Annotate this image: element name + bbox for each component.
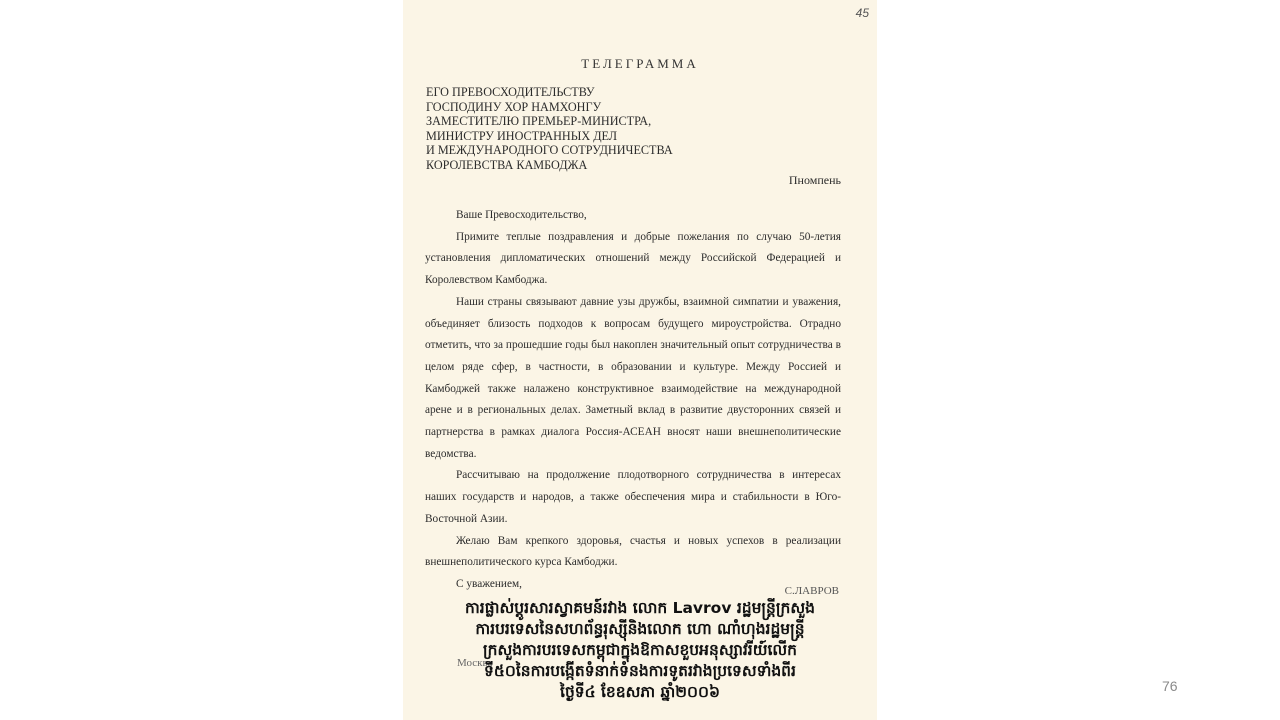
document-title: ТЕЛЕГРАММА [581, 56, 699, 71]
khmer-caption [400, 598, 880, 703]
closing: С уважением, [456, 577, 522, 590]
signature: С.ЛАВРОВ [784, 585, 839, 597]
addressee-line: КОРОЛЕВСТВА КАМБОДЖА [426, 157, 588, 172]
caption-line: ការបរទេសនៃសហព័ន្ធរុស្ស៊ីនិងលោក ហោ ណាំហុងរដ្ឋមន្ត្រី [475, 620, 805, 638]
addressee-line: И МЕЖДУНАРОДНОГО СОТРУДНИЧЕСТВА [426, 143, 673, 158]
salutation: Ваше Превосходительство, [456, 209, 587, 221]
caption-line: ទី៥០នៃការបង្កើតទំនាក់ទំនងការទូតរវាងប្រទេសទាំងពីរ [484, 662, 796, 680]
caption-line: ថ្ងៃទី៤ ខែឧសភា ឆ្នាំ២០០៦ [560, 683, 720, 701]
body-paragraph: Желаю Вам крепкого здоровья, счастья и новых успехов в реализации внешнеполитического курса Камбоджи. [425, 534, 841, 569]
signature-city: Москва [457, 657, 493, 669]
body-paragraph: Наши страны связывают давние узы дружбы, взаимной симпатии и уважения, объединяет близость подходов к вопросам будущего мироустройства. Отрадно отметить, что за прошедшие годы был накоплен значительный опыт сотрудничества в целом ряде сфер, в частности, в образовании и культуре. Между Россией и Камбоджей также налажено конструктивное взаимодействие на международной арене и в региональных делах. Заметный вклад в развитие двусторонних связей и партнерства в рамках диалога Россия-АСЕАН вносят наши внешнеполитические ведомства. [425, 295, 841, 460]
addressee-line: ГОСПОДИНУ ХОР НАМХОНГУ [426, 99, 602, 114]
addressee-line: МИНИСТРУ ИНОСТРАННЫХ ДЕЛ [426, 128, 618, 143]
body-paragraph: Примите теплые поздравления и добрые пожелания по случаю 50-летия установления дипломатических отношений между Российской Федерацией и Королевством Камбоджа. [425, 230, 841, 287]
letter-body [425, 205, 841, 596]
page-number: 45 [855, 6, 869, 20]
addressee-block [426, 85, 673, 173]
addressee-line: ЕГО ПРЕВОСХОДИТЕЛЬСТВУ [426, 85, 595, 99]
caption-line: ក្រសួងការបរទេសកម្ពុជាក្នុងឱកាសខួបអនុស្សាវរីយ៍លើក [482, 641, 797, 659]
caption-line: ការផ្លាស់ប្តូរសារស្វាគមន៍រវាង លោក Lavrov រដ្ឋមន្ត្រីក្រសួង [465, 599, 815, 617]
addressee-line: ЗАМЕСТИТЕЛЮ ПРЕМЬЕР-МИНИСТРА, [426, 114, 652, 129]
slide-number: 76 [1162, 678, 1178, 694]
destination-city: Пномпень [788, 173, 841, 187]
body-paragraph: Рассчитываю на продолжение плодотворного сотрудничества в интересах наших государств и народов, а также обеспечения мира и стабильности в Юго-Восточной Азии. [425, 469, 841, 525]
